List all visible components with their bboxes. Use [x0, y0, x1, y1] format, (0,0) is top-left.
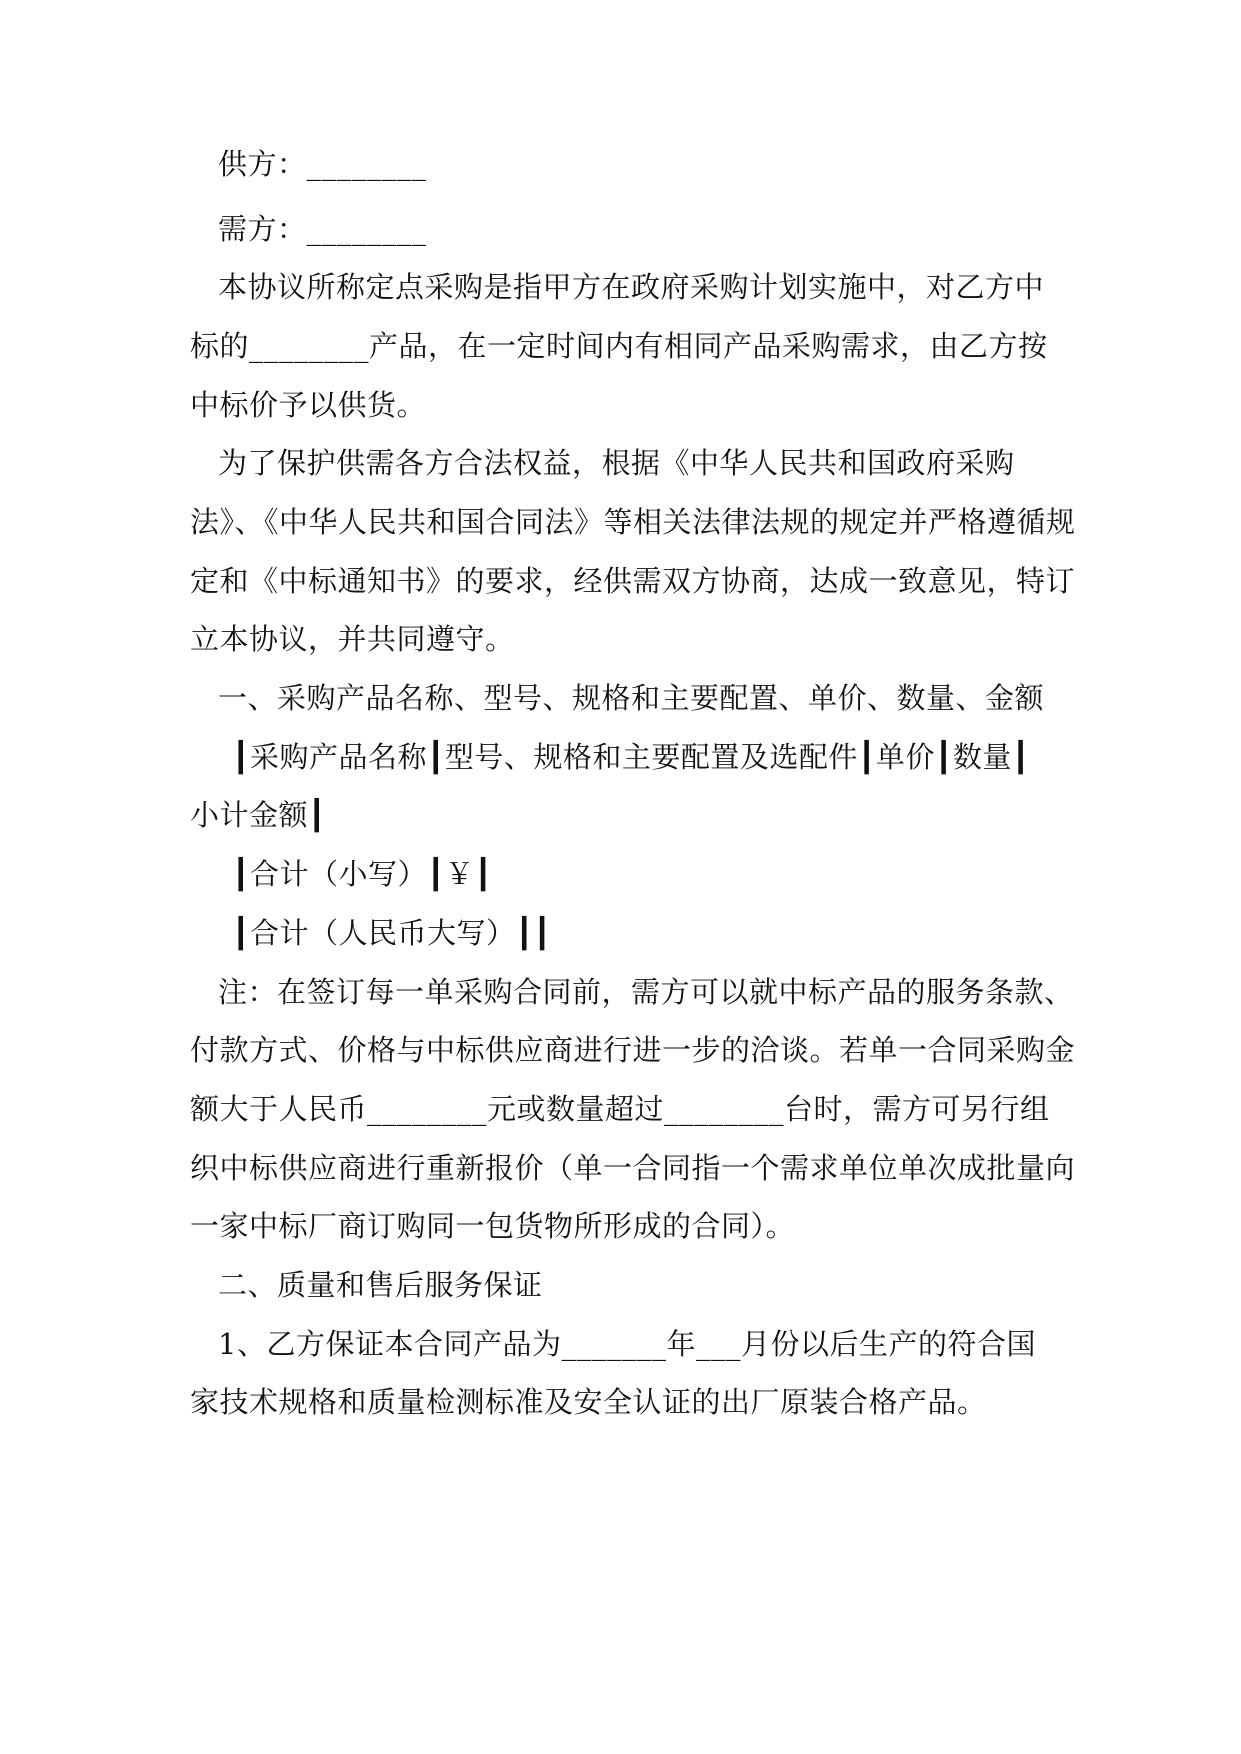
note-line: 额大于人民币________元或数量超过________台时，需方可另行组 [190, 1092, 1050, 1126]
paragraph-line: 法》、《中华人民共和国合同法》等相关法律法规的规定并严格遵循规 [190, 505, 1076, 539]
paragraph-line: 定和《中标通知书》的要求，经供需双方协商，达成一致意见，特订 [190, 564, 1076, 598]
section-heading: 二、质量和售后服务保证 [218, 1268, 543, 1302]
paragraph-line: 立本协议，并共同遵守。 [190, 622, 515, 656]
paragraph-line: 1、乙方保证本合同产品为_______年___月份以后生产的符合国 [218, 1327, 1036, 1361]
buyer-line: 需方：________ [218, 212, 427, 246]
paragraph-line: 标的________产品，在一定时间内有相同产品采购需求，由乙方按 [190, 329, 1048, 363]
paragraph-line: 家技术规格和质量检测标准及安全认证的出厂原装合格产品。 [190, 1385, 987, 1419]
table-header-row: 小计金额┃ [190, 798, 326, 832]
note-line: 付款方式、价格与中标供应商进行进一步的洽谈。若单一合同采购金 [190, 1033, 1076, 1067]
paragraph-line: 为了保护供需各方合法权益，根据《中华人民共和国政府采购 [218, 446, 1015, 480]
paragraph-line: 中标价予以供货。 [190, 388, 427, 422]
section-heading: 一、采购产品名称、型号、规格和主要配置、单价、数量、金额 [218, 681, 1045, 715]
note-line: 织中标供应商进行重新报价（单一合同指一个需求单位单次成批量向 [190, 1151, 1076, 1185]
table-header-row: ┃采购产品名称┃型号、规格和主要配置及选配件┃单价┃数量┃ [232, 740, 1030, 774]
table-total-row: ┃合计（小写）┃￥┃ [232, 857, 493, 891]
table-total-row: ┃合计（人民币大写）┃┃ [232, 916, 552, 950]
note-line: 一家中标厂商订购同一包货物所形成的合同）。 [190, 1209, 796, 1243]
supplier-line: 供方：________ [218, 147, 427, 181]
note-line: 注：在签订每一单采购合同前，需方可以就中标产品的服务条款、 [218, 975, 1074, 1009]
paragraph-line: 本协议所称定点采购是指甲方在政府采购计划实施中，对乙方中 [218, 270, 1045, 304]
